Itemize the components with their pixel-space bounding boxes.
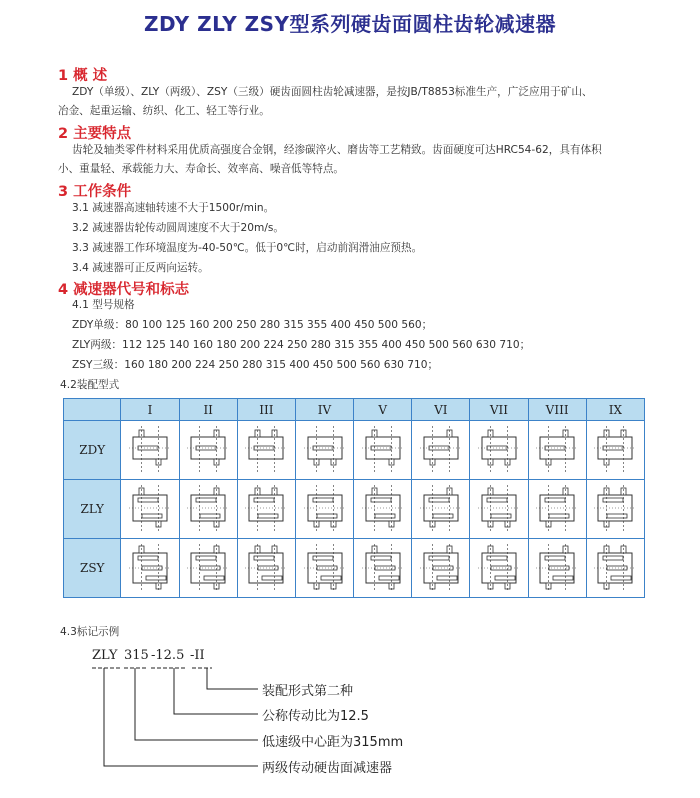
section-1-line-1: ZDY（单级）、ZLY（两级）、ZSY（三级）硬齿面圆柱齿轮减速器，是按JB/T8853标准生产，广泛应用于矿山、 bbox=[72, 86, 593, 98]
label-reducer-type: 两级传动硬齿面减速器 bbox=[262, 761, 393, 776]
zdy-spec-line: ZDY单级：80 100 125 160 200 250 280 315 355 400 450 500 560； bbox=[72, 319, 433, 331]
spec-subheading: 4.1 型号规格 bbox=[72, 299, 135, 311]
column-header: IX bbox=[586, 399, 644, 421]
section-1-heading: 1 概 述 bbox=[58, 68, 108, 84]
label-center-distance: 低速级中心距为315mm bbox=[262, 735, 404, 750]
section-1-line-2: 冶金、起重运输、纺织、化工、轻工等行业。 bbox=[58, 105, 270, 117]
section-2-heading: 2 主要特点 bbox=[58, 126, 132, 142]
section-3-heading: 3 工作条件 bbox=[58, 184, 132, 200]
page-title: ZDY ZLY ZSY型系列硬齿面圆柱齿轮减速器 bbox=[143, 12, 557, 36]
assembly-subheading: 4.2装配型式 bbox=[60, 379, 120, 391]
column-header: VIII bbox=[528, 399, 586, 421]
code-ratio: -12.5 bbox=[151, 648, 185, 663]
condition-item: 3.1 减速器高速轴转速不大于1500r/min。 bbox=[72, 202, 275, 214]
condition-item: 3.4 减速器可正反两向运转。 bbox=[72, 262, 209, 274]
section-4-heading: 4 减速器代号和标志 bbox=[58, 282, 190, 298]
column-header: III bbox=[237, 399, 295, 421]
zsy-spec-line: ZSY三级：160 180 200 224 250 280 315 400 450 500 560 630 710； bbox=[72, 359, 439, 371]
code-prefix: ZLY bbox=[92, 648, 118, 663]
row-header: ZDY bbox=[64, 421, 121, 480]
column-header: II bbox=[179, 399, 237, 421]
code-form: -II bbox=[190, 648, 205, 663]
column-header: VI bbox=[412, 399, 470, 421]
column-header: I bbox=[121, 399, 179, 421]
condition-item: 3.2 减速器齿轮传动圆周速度不大于20m/s。 bbox=[72, 222, 285, 234]
zly-spec-line: ZLY两级：112 125 140 160 180 200 224 250 280 315 355 400 450 500 560 630 710； bbox=[72, 339, 531, 351]
label-assembly-form: 装配形式第二种 bbox=[262, 684, 354, 699]
condition-item: 3.3 减速器工作环境温度为-40-50℃。低于0℃时，启动前润滑油应预热。 bbox=[72, 242, 423, 254]
row-header: ZLY bbox=[64, 480, 121, 539]
column-header: IV bbox=[295, 399, 353, 421]
section-2-line-2: 小、重量轻、承载能力大、寿命长、效率高、噪音低等特点。 bbox=[58, 163, 345, 175]
row-header: ZSY bbox=[64, 539, 121, 598]
section-2-line-1: 齿轮及轴类零件材料采用优质高强度合金钢，经渗碳淬火、磨齿等工艺精致。齿面硬度可达HRC54-62，具有体积 bbox=[72, 144, 602, 156]
column-header: VII bbox=[470, 399, 528, 421]
code-distance: 315 bbox=[124, 648, 149, 663]
label-nominal-ratio: 公称传动比为12.5 bbox=[262, 709, 369, 724]
marking-subheading: 4.3标记示例 bbox=[60, 626, 120, 638]
column-header: V bbox=[354, 399, 412, 421]
